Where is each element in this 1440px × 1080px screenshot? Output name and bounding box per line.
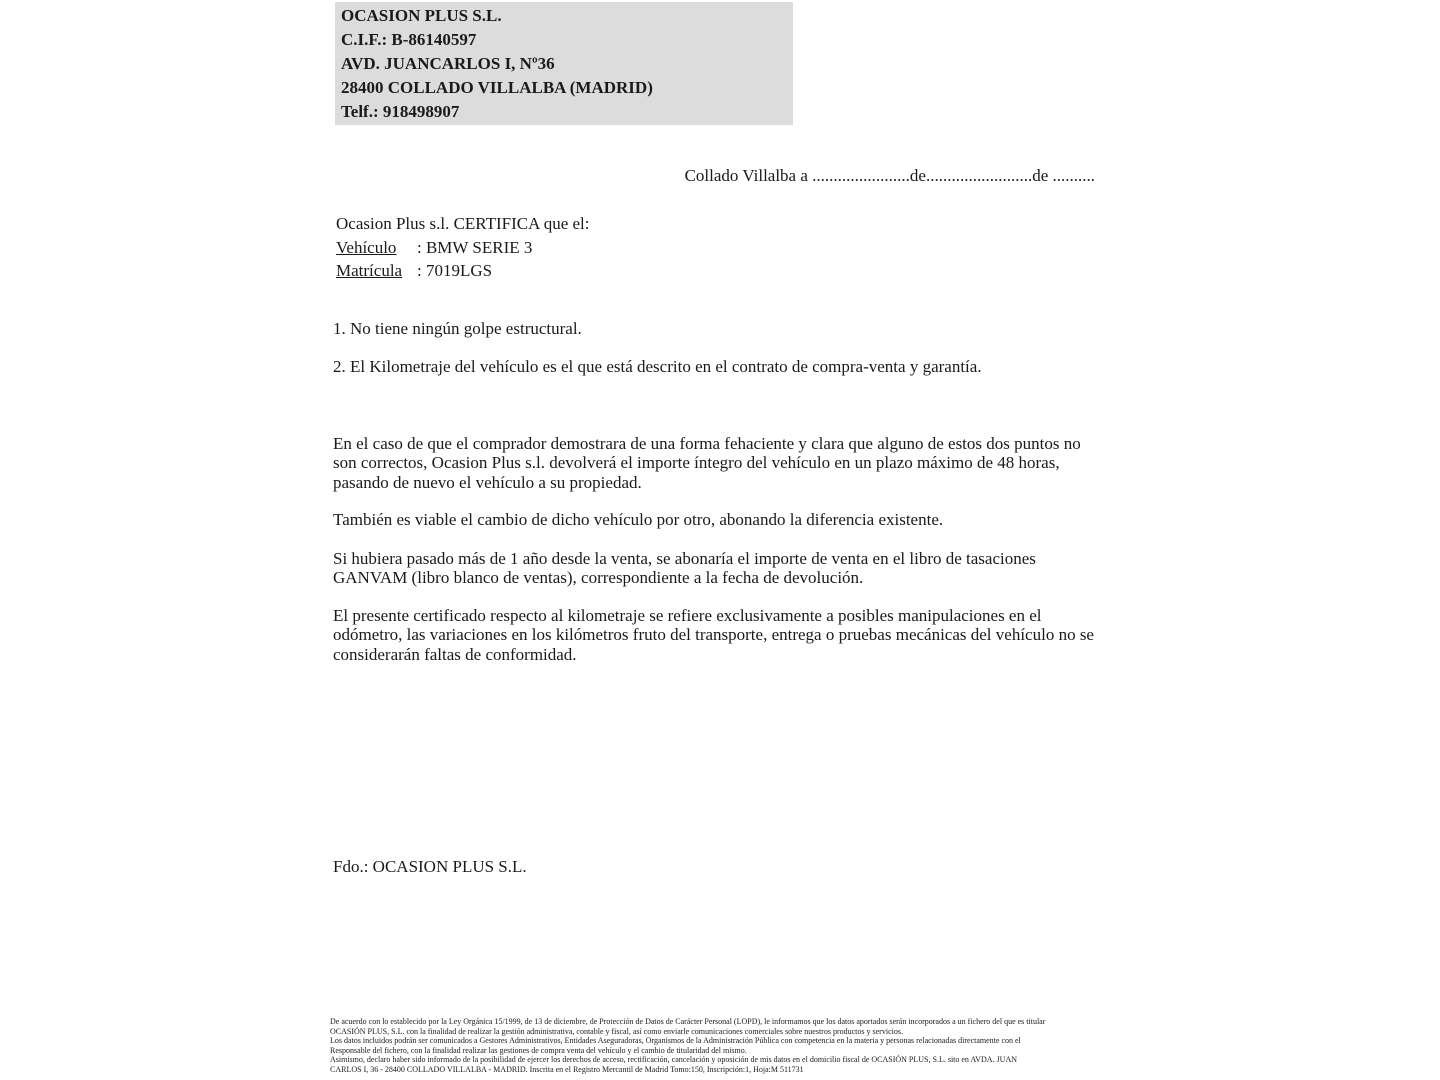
company-city: 28400 COLLADO VILLALBA (MADRID): [341, 78, 653, 97]
vehicle-label: Vehículo: [336, 237, 397, 257]
legal-line: De acuerdo con lo establecido por la Ley Orgánica 15/1999, de 13 de diciembre, de Protección de Datos de Carácter Personal (LOPD), le informamos que los datos aportados serán incorporados a un fichero del que es titular: [330, 1017, 1046, 1026]
paragraph-ganvam-valuation: Si hubiera pasado más de 1 año desde la venta, se abonaría el importe de venta en el libro de tasaciones GANVAM (libro blanco de ventas), correspondiente a la fecha de devolución.: [333, 549, 1036, 588]
plate-value: : 7019LGS: [417, 261, 493, 280]
legal-line: Los datos incluidos podrán ser comunicados a Gestores Administrativos, Entidades Aseguradoras, Organismos de la Administración Pública con competencia en la materia y personas relacionadas directamente con el: [330, 1036, 1021, 1046]
certify-intro: Ocasion Plus s.l. CERTIFICA que el:: [336, 214, 590, 233]
date-line: Collado Villalba a .......................de.........................de ..........: [684, 166, 1095, 185]
company-cif: C.I.F.: B-86140597: [341, 30, 477, 49]
plate-label-box: [336, 259, 417, 283]
paragraph-exchange-option: También es viable el cambio de dicho vehículo por otro, abonando la diferencia existente.: [333, 510, 944, 529]
legal-line: Asimismo, declaro haber sido informado de la posibilidad de ejercer los derechos de acceso, rectificación, cancelación y oposición de mis datos en el domicilio fiscal de OCASIÓN PLUS, S.L. sito en AVDA. JUAN: [330, 1055, 1018, 1065]
legal-line: Responsable del fichero, con la finalidad realizar las gestiones de compra venta del vehículo y el cambio de titularidad del mismo.: [330, 1045, 747, 1055]
vehicle-row: [336, 236, 936, 260]
signature-line: Fdo.: OCASION PLUS S.L.: [333, 857, 527, 876]
company-address: AVD. JUANCARLOS I, Nº36: [341, 54, 555, 73]
company-phone: Telf.: 918498907: [341, 102, 460, 121]
legal-footer: [330, 1017, 1130, 1075]
paragraph-refund-policy: En el caso de que el comprador demostrara de una forma fehaciente y clara que alguno de estos dos puntos no son correctos, Ocasion Plus s.l. devolverá el importe íntegro del vehículo en un plazo máximo de 48 horas, pasando de nuevo el vehículo a su propiedad.: [333, 434, 1081, 492]
company-name: OCASION PLUS S.L.: [341, 6, 502, 25]
condition-point-1: 1. No tiene ningún golpe estructural.: [333, 319, 582, 338]
plate-label: Matrícula: [336, 261, 403, 280]
vehicle-label-box: [336, 236, 417, 260]
company-header-box: [335, 2, 793, 125]
legal-line: CARLOS I, 36 - 28400 COLLADO VILLALBA - MADRID. Inscrita en el Registro Mercantil de Madrid Tomo:150, Inscripción:1, Hoja:M 511731: [330, 1064, 804, 1074]
plate-row: [336, 259, 936, 283]
vehicle-value: : BMW SERIE 3: [417, 237, 533, 257]
certification-block: [336, 212, 936, 283]
condition-point-2: 2. El Kilometraje del vehículo es el que está descrito en el contrato de compra-venta y garantía.: [333, 357, 982, 376]
paragraph-odometer-disclaimer: El presente certificado respecto al kilometraje se refiere exclusivamente a posibles manipulaciones en el odómetro, las variaciones en los kilómetros fruto del transporte, entrega o pruebas mecánicas del vehículo no se considerarán faltas de conformidad.: [333, 606, 1094, 664]
legal-line: OCASIÓN PLUS, S.L. con la finalidad de realizar la gestión administrativa, contable y fiscal, así como enviarle comunicaciones comerciales sobre nuestros productos y servicios.: [330, 1026, 903, 1036]
